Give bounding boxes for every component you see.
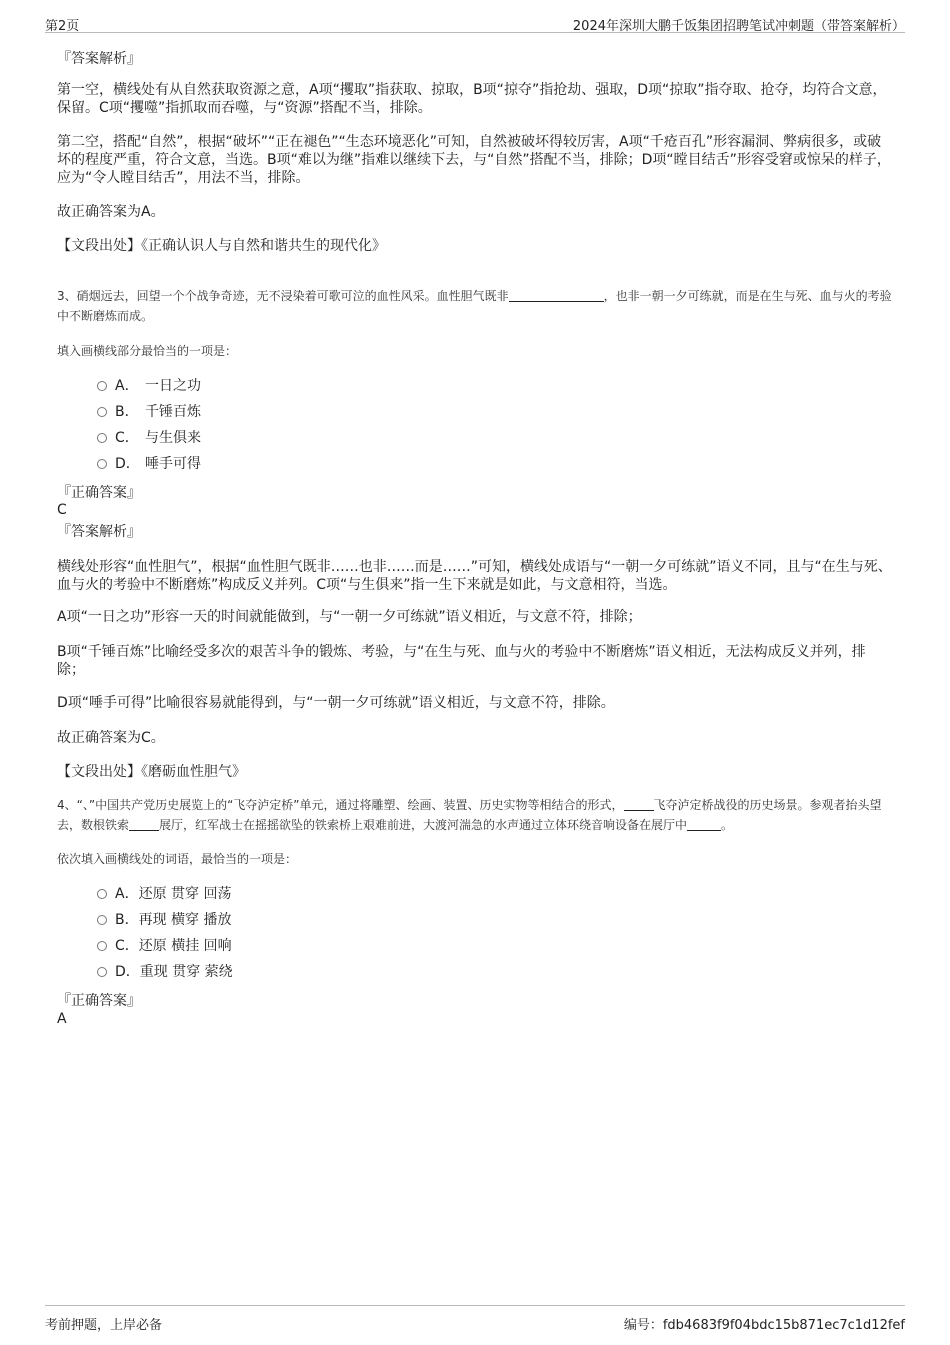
page-number: 第2页 <box>45 19 80 34</box>
q4-stem: 4、“、”中国共产党历史展览上的“飞夺泸定桥”单元，通过将雕塑、绘画、装置、历史实物等相结合的形式， 飞夺泸定桥战役的历史场景。参观者抬头望去，数根铁索 展厅，红军战士在摇摇欲坠的铁索桥上艰难前进，大渡河湍急的水声通过立体环绕音响设备在展厅中 。 <box>57 798 882 832</box>
q3-analysis-paragraph-2: A项“一日之功”形容一天的时间就能做到，与“一朝一夕可练就”语义相近，与文意不符，排除； <box>57 609 642 625</box>
q3-option-b[interactable]: B． 千锤百炼 <box>97 402 201 422</box>
q3-analysis-label: 『答案解析』 <box>57 524 141 540</box>
q4-blank-2 <box>129 818 159 831</box>
q3-answer: C <box>57 502 67 518</box>
radio-icon[interactable] <box>97 889 107 899</box>
q3-option-c[interactable]: C． 与生俱来 <box>97 428 201 448</box>
q2-conclusion: 故正确答案为A。 <box>57 204 165 220</box>
radio-icon[interactable] <box>97 967 107 977</box>
q3-option-a[interactable]: A． 一日之功 <box>97 376 201 396</box>
q3-analysis-paragraph-3: B项“千锤百炼”比喻经受多次的艰苦斗争的锻炼、考验，与“在生与死、血与火的考验中不断磨炼”语义相近，无法构成反义并列，排除； <box>57 644 866 678</box>
document-title: 2024年深圳大鹏千饭集团招聘笔试冲刺题（带答案解析） <box>572 19 905 34</box>
q3-stem: 3、硝烟远去，回望一个个战争奇迹，无不浸染着可歌可泣的血性风采。血性胆气既非 ，也非一朝一夕可练就，而是在生与死、血与火的考验中不断磨炼而成。 <box>57 289 892 323</box>
q4-option-d[interactable]: D．重现 贯穿 萦绕 <box>97 962 233 982</box>
q4-option-a[interactable]: A．还原 贯穿 回荡 <box>97 884 231 904</box>
q3-conclusion: 故正确答案为C。 <box>57 730 165 746</box>
q2-analysis-label: 『答案解析』 <box>57 51 141 67</box>
footer-serial: 编号：fdb4683f9f04bdc15b871ec7c1d12fef <box>623 1318 905 1333</box>
q3-analysis-paragraph-4: D项“唾手可得”比喻很容易就能得到，与“一朝一夕可练就”语义相近，与文意不符，排除。 <box>57 695 615 711</box>
q3-answer-label: 『正确答案』 <box>57 485 141 501</box>
radio-icon[interactable] <box>97 915 107 925</box>
q2-source: 【文段出处】《正确认识人与自然和谐共生的现代化》 <box>57 238 386 254</box>
footer-slogan: 考前押题，上岸必备 <box>45 1318 163 1333</box>
q4-option-c[interactable]: C．还原 横挂 回响 <box>97 936 232 956</box>
q4-option-b[interactable]: B．再现 横穿 播放 <box>97 910 232 930</box>
q3-prompt: 填入画横线部分最恰当的一项是： <box>57 344 238 358</box>
q2-analysis-paragraph-1: 第一空，横线处有从自然获取资源之意，A项“攫取”指获取、掠取，B项“掠夺”指抢劫、强取，D项“掠取”指夺取、抢夺，均符合文意，保留。C项“攫噬”指抓取而吞噬，与“资源”搭配不当，排除。 <box>57 82 887 116</box>
page-footer <box>45 1305 905 1336</box>
radio-icon[interactable] <box>97 381 107 391</box>
q4-blank-1 <box>624 798 654 811</box>
page-header <box>45 0 905 33</box>
q4-blank-3 <box>687 818 721 831</box>
radio-icon[interactable] <box>97 407 107 417</box>
radio-icon[interactable] <box>97 433 107 443</box>
radio-icon[interactable] <box>97 941 107 951</box>
q3-option-d[interactable]: D． 唾手可得 <box>97 454 201 474</box>
q4-prompt: 依次填入画横线处的词语，最恰当的一项是： <box>57 852 298 866</box>
q3-source: 【文段出处】《磨砺血性胆气》 <box>57 764 246 780</box>
q3-analysis-paragraph-1: 横线处形容“血性胆气”，根据“血性胆气既非……也非……而是……”可知，横线处成语与“一朝一夕可练就”语义不同，且与“在生与死、血与火的考验中不断磨炼”构成反义并列。C项“与生俱来”指一生下来就是如此，与文意相符，当选。 <box>57 559 892 593</box>
q4-answer-label: 『正确答案』 <box>57 993 141 1009</box>
q2-analysis-paragraph-2: 第二空，搭配“自然”，根据“破坏”“正在褪色”“生态环境恶化”可知，自然被破坏得较厉害，A项“千疮百孔”形容漏洞、弊病很多，或破坏的程度严重，符合文意，当选。B项“难以为继”指难以继续下去，与“自然”搭配不当，排除；D项“瞠目结舌”形容受窘或惊呆的样子，应为“令人瞠目结舌”，用法不当，排除。 <box>57 134 891 186</box>
q4-answer: A <box>57 1011 67 1027</box>
radio-icon[interactable] <box>97 459 107 469</box>
q3-blank <box>509 289 604 302</box>
